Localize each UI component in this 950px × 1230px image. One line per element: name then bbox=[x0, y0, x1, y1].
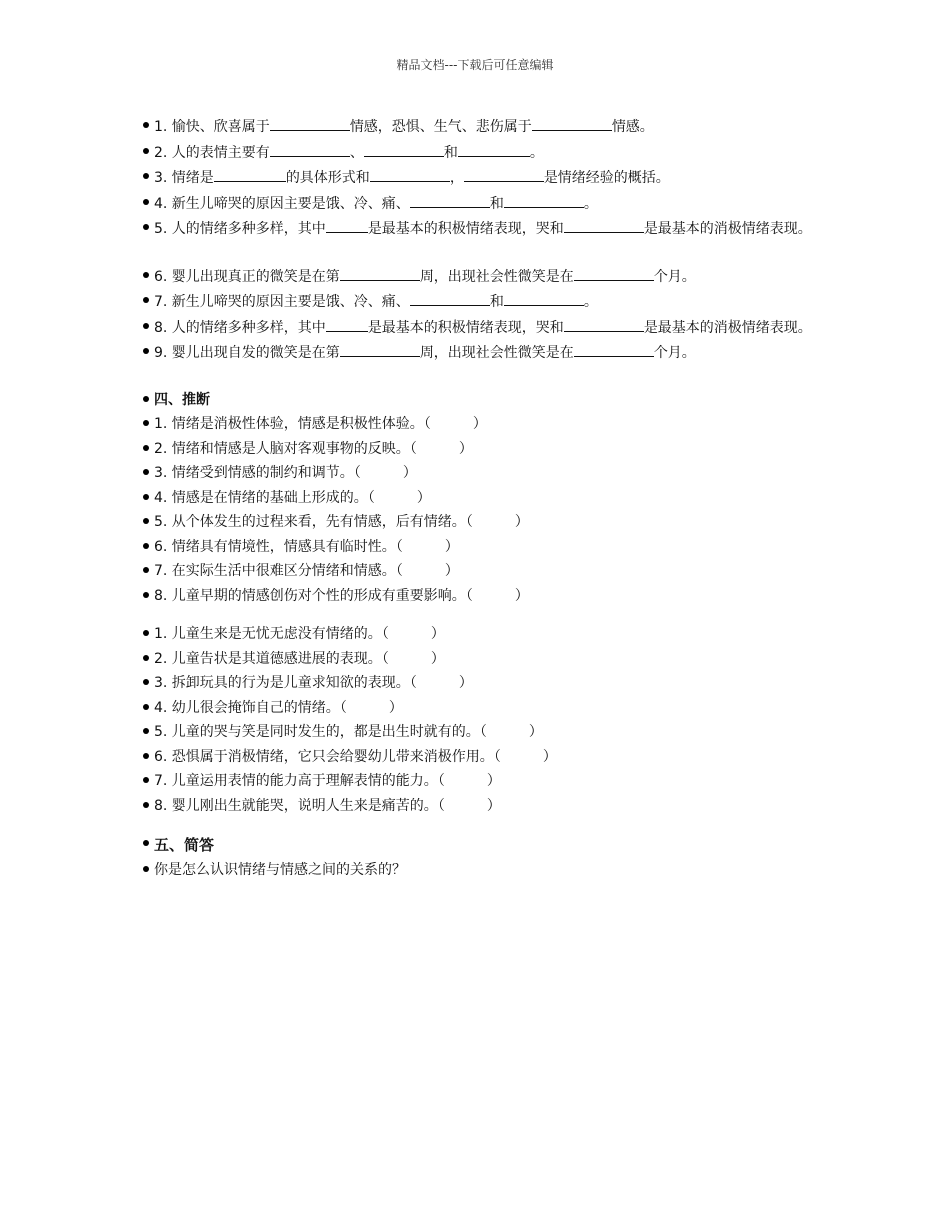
question-text: 是最基本的积极情绪表现，哭和 bbox=[367, 221, 564, 237]
question-text: 1. 儿童生来是无忧无虑没有情绪的。 bbox=[154, 626, 382, 642]
answer-blank[interactable] bbox=[410, 194, 490, 208]
paren-close: ） bbox=[416, 489, 431, 506]
answer-blank[interactable] bbox=[532, 117, 612, 131]
question-text: 和 bbox=[489, 195, 504, 212]
judgement-question bbox=[142, 748, 822, 767]
answer-blank[interactable] bbox=[464, 168, 544, 182]
judgement-question bbox=[142, 587, 822, 606]
fill-blank-question bbox=[142, 343, 822, 363]
question-text: 8. 婴儿刚出生就能哭，说明人生来是痛苦的。 bbox=[154, 797, 438, 814]
paren-open: （ bbox=[465, 514, 473, 530]
answer-blank[interactable] bbox=[564, 318, 644, 332]
answer-blank[interactable] bbox=[270, 117, 350, 131]
question-text: 的具体形式和 bbox=[285, 170, 370, 186]
question-text: 、 bbox=[349, 144, 364, 161]
page-header: 精品文档---下载后可任意编辑 bbox=[396, 58, 554, 72]
paren-open: （ bbox=[353, 465, 361, 481]
paren-close: ） bbox=[514, 514, 529, 530]
paren-close: ） bbox=[458, 675, 473, 691]
answer-blank[interactable] bbox=[458, 143, 530, 157]
fill-blank-question bbox=[142, 194, 822, 214]
question-text: 6. 婴儿出现真正的微笑是在第 bbox=[154, 268, 340, 285]
question-text: 4. 情感是在情绪的基础上形成的。 bbox=[154, 489, 368, 506]
paren-open: （ bbox=[409, 675, 417, 691]
judgement-question bbox=[142, 699, 822, 718]
question-text: 9. 婴儿出现自发的微笑是在第 bbox=[154, 345, 340, 361]
judgement-list-2 bbox=[142, 625, 822, 816]
question-text: 是最基本的消极情绪表现。 bbox=[643, 221, 812, 237]
judgement-question bbox=[142, 562, 822, 581]
question-text: 2. 人的表情主要有 bbox=[154, 144, 270, 161]
judgement-question bbox=[142, 723, 822, 742]
paren-open: （ bbox=[493, 748, 501, 765]
question-text: 7. 儿童运用表情的能力高于理解表情的能力。 bbox=[154, 773, 438, 789]
fill-blank-question bbox=[142, 292, 822, 312]
answer-blank[interactable] bbox=[564, 219, 644, 233]
paren-open: （ bbox=[465, 587, 473, 604]
answer-blank[interactable] bbox=[370, 168, 450, 182]
question-text: 和 bbox=[443, 144, 458, 161]
question-text: 6. 情绪具有情境性，情感具有临时性。 bbox=[154, 538, 396, 555]
paren-close: ） bbox=[528, 724, 543, 740]
question-text: 7. 新生儿啼哭的原因主要是饿、冷、痛、 bbox=[154, 294, 410, 310]
question-text: 个月。 bbox=[653, 345, 696, 361]
section-heading-judgement: 四、推断 bbox=[142, 391, 822, 410]
question-text: 是最基本的积极情绪表现，哭和 bbox=[367, 319, 564, 336]
paren-open: （ bbox=[423, 416, 431, 432]
paren-open: （ bbox=[381, 650, 389, 667]
paren-open: （ bbox=[367, 489, 375, 506]
paren-open: （ bbox=[395, 563, 403, 579]
answer-blank[interactable] bbox=[214, 168, 286, 182]
paren-close: ） bbox=[458, 440, 473, 457]
fill-blank-question bbox=[142, 219, 822, 239]
question-text: 情感，恐惧、生气、悲伤属于 bbox=[349, 119, 532, 135]
paren-open: （ bbox=[381, 626, 389, 642]
paren-open: （ bbox=[339, 699, 347, 716]
judgement-question bbox=[142, 797, 822, 816]
paren-close: ） bbox=[444, 563, 459, 579]
answer-blank[interactable] bbox=[504, 194, 584, 208]
judgement-question bbox=[142, 650, 822, 669]
question-text: 1. 愉快、欣喜属于 bbox=[154, 119, 270, 135]
question-text: 。 bbox=[583, 294, 598, 310]
paren-close: ） bbox=[542, 748, 557, 765]
question-text: 2. 情绪和情感是人脑对客观事物的反映。 bbox=[154, 440, 410, 457]
paren-close: ） bbox=[486, 773, 501, 789]
question-text: 和 bbox=[489, 294, 504, 310]
judgement-question bbox=[142, 513, 822, 532]
question-text: 3. 拆卸玩具的行为是儿童求知欲的表现。 bbox=[154, 675, 410, 691]
question-text: ， bbox=[449, 170, 464, 186]
answer-blank[interactable] bbox=[364, 143, 444, 157]
document-body bbox=[142, 117, 822, 885]
paren-close: ） bbox=[486, 797, 501, 814]
paren-open: （ bbox=[395, 538, 403, 555]
judgement-question bbox=[142, 538, 822, 557]
question-text: 是情绪经验的概括。 bbox=[543, 170, 670, 186]
question-text: 4. 幼儿很会掩饰自己的情绪。 bbox=[154, 699, 340, 716]
paren-close: ） bbox=[430, 626, 445, 642]
judgement-question bbox=[142, 440, 822, 459]
question-text: 个月。 bbox=[653, 268, 696, 285]
question-text: 8. 人的情绪多种多样，其中 bbox=[154, 319, 326, 336]
fill-blank-question bbox=[142, 318, 822, 338]
fill-blank-question bbox=[142, 117, 822, 137]
question-text: 周，出现社会性微笑是在 bbox=[419, 268, 574, 285]
paren-open: （ bbox=[409, 440, 417, 457]
answer-blank[interactable] bbox=[326, 219, 368, 233]
fill-blank-list-1 bbox=[142, 117, 822, 239]
paren-close: ） bbox=[402, 465, 417, 481]
fill-blank-question bbox=[142, 168, 822, 188]
answer-blank[interactable] bbox=[340, 343, 420, 357]
judgement-question bbox=[142, 772, 822, 791]
paren-close: ） bbox=[388, 699, 403, 716]
answer-blank[interactable] bbox=[574, 267, 654, 281]
judgement-question bbox=[142, 625, 822, 644]
paren-close: ） bbox=[430, 650, 445, 667]
paren-close: ） bbox=[444, 538, 459, 555]
judgement-question bbox=[142, 415, 822, 434]
question-text: 5. 人的情绪多种多样，其中 bbox=[154, 221, 326, 237]
question-text: 3. 情绪受到情感的制约和调节。 bbox=[154, 465, 354, 481]
answer-blank[interactable] bbox=[410, 292, 490, 306]
paren-open: （ bbox=[437, 797, 445, 814]
paren-open: （ bbox=[437, 773, 445, 789]
question-text: 4. 新生儿啼哭的原因主要是饿、冷、痛、 bbox=[154, 195, 410, 212]
question-text: 3. 情绪是 bbox=[154, 170, 214, 186]
paren-open: （ bbox=[479, 724, 487, 740]
question-text: 。 bbox=[583, 195, 598, 212]
judgement-question bbox=[142, 489, 822, 508]
judgement-question bbox=[142, 674, 822, 693]
judgement-question bbox=[142, 464, 822, 483]
fill-blank-question bbox=[142, 267, 822, 287]
question-text: 。 bbox=[529, 144, 544, 161]
question-text: 5. 从个体发生的过程来看，先有情感，后有情绪。 bbox=[154, 514, 466, 530]
fill-blank-list-2 bbox=[142, 267, 822, 364]
answer-blank[interactable] bbox=[340, 267, 420, 281]
question-text: 7. 在实际生活中很难区分情绪和情感。 bbox=[154, 563, 396, 579]
essay-question: 你是怎么认识情绪与情感之间的关系的？ bbox=[142, 861, 822, 880]
answer-blank[interactable] bbox=[270, 143, 350, 157]
question-text: 5. 儿童的哭与笑是同时发生的，都是出生时就有的。 bbox=[154, 724, 480, 740]
fill-blank-question bbox=[142, 143, 822, 163]
judgement-list-1 bbox=[142, 415, 822, 606]
question-text: 8. 儿童早期的情感创伤对个性的形成有重要影响。 bbox=[154, 587, 466, 604]
question-text: 6. 恐惧属于消极情绪，它只会给婴幼儿带来消极作用。 bbox=[154, 748, 494, 765]
paren-close: ） bbox=[472, 416, 487, 432]
question-text: 情感。 bbox=[611, 119, 654, 135]
paren-close: ） bbox=[514, 587, 529, 604]
question-text: 1. 情绪是消极性体验，情感是积极性体验。 bbox=[154, 416, 424, 432]
question-text: 2. 儿童告状是其道德感进展的表现。 bbox=[154, 650, 382, 667]
section-heading-short-answer: 五、简答 bbox=[142, 835, 822, 855]
answer-blank[interactable] bbox=[326, 318, 368, 332]
answer-blank[interactable] bbox=[504, 292, 584, 306]
answer-blank[interactable] bbox=[574, 343, 654, 357]
question-text: 周，出现社会性微笑是在 bbox=[419, 345, 574, 361]
question-text: 是最基本的消极情绪表现。 bbox=[643, 319, 812, 336]
